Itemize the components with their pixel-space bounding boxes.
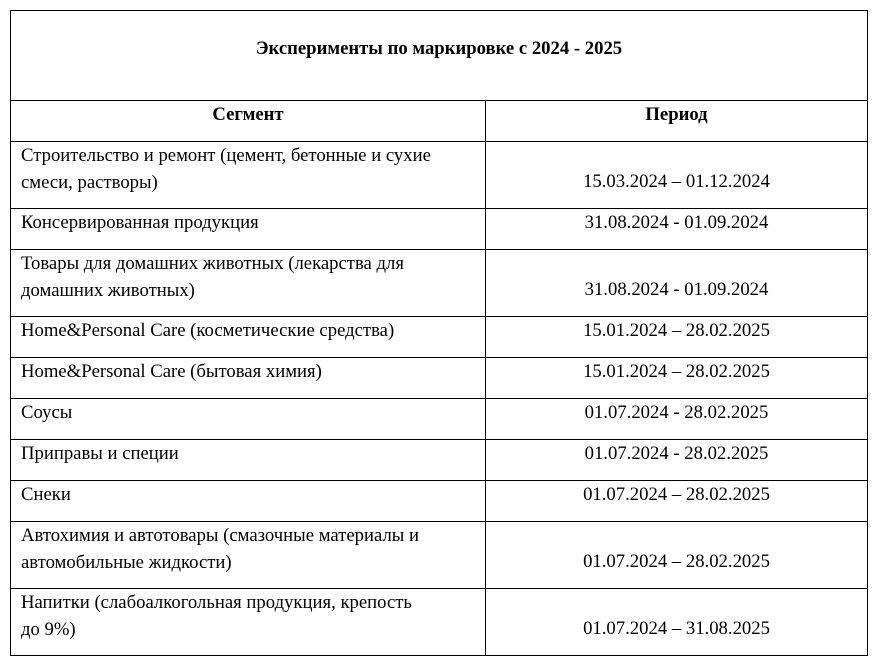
period-cell — [486, 317, 867, 357]
segment-cell — [11, 522, 486, 588]
period-cell — [486, 358, 867, 398]
period-text: 01.07.2024 - 28.02.2025 — [584, 402, 769, 423]
segment-text-line: Консервированная продукция — [21, 212, 259, 233]
table-row — [11, 316, 867, 357]
table-row — [11, 357, 867, 398]
table-row — [11, 208, 867, 249]
period-text: 01.07.2024 – 31.08.2025 — [583, 618, 770, 639]
header-segment: Сегмент — [11, 101, 486, 141]
period-cell — [486, 481, 867, 521]
period-text: 15.01.2024 – 28.02.2025 — [583, 361, 770, 382]
segment-text-line: Строительство и ремонт (цемент, бетонные и сухие — [21, 145, 431, 166]
segment-cell — [11, 317, 486, 357]
segment-text-line: Приправы и специи — [21, 443, 179, 464]
table-row — [11, 398, 867, 439]
period-cell — [486, 209, 867, 249]
segment-text-line: смеси, растворы) — [21, 172, 158, 193]
period-text: 01.07.2024 – 28.02.2025 — [583, 484, 770, 505]
period-cell — [486, 440, 867, 480]
period-text: 31.08.2024 - 01.09.2024 — [584, 212, 769, 233]
period-text: 15.01.2024 – 28.02.2025 — [583, 320, 770, 341]
period-text: 01.07.2024 - 28.02.2025 — [584, 443, 769, 464]
period-text: 31.08.2024 - 01.09.2024 — [584, 279, 769, 300]
table-row — [11, 521, 867, 588]
table-title-row — [11, 11, 867, 100]
segment-cell — [11, 440, 486, 480]
segment-cell — [11, 589, 486, 655]
segment-cell — [11, 142, 486, 208]
segment-text-line: Соусы — [21, 402, 73, 423]
period-cell — [486, 250, 867, 316]
period-cell — [486, 522, 867, 588]
period-cell — [486, 589, 867, 655]
table-header-row — [11, 100, 867, 141]
segment-text-line: Товары для домашних животных (лекарства для — [21, 253, 404, 274]
segment-text-line: до 9%) — [21, 619, 76, 640]
segment-text-line: Автохимия и автотовары (смазочные материалы и — [21, 525, 420, 546]
segment-cell — [11, 209, 486, 249]
segment-text-line: Home&Personal Care (бытовая химия) — [21, 361, 322, 382]
header-period: Период — [645, 104, 708, 125]
period-cell — [486, 399, 867, 439]
segment-text-line: Напитки (слабоалкогольная продукция, крепость — [21, 592, 412, 613]
table-row — [11, 141, 867, 208]
table-row — [11, 249, 867, 316]
segment-cell — [11, 399, 486, 439]
period-text: 01.07.2024 – 28.02.2025 — [583, 551, 770, 572]
experiments-table — [10, 10, 868, 656]
table-row — [11, 588, 867, 655]
segment-cell — [11, 250, 486, 316]
segment-text-line: Home&Personal Care (косметические средства) — [21, 320, 395, 341]
segment-cell — [11, 358, 486, 398]
table-body — [11, 141, 867, 655]
period-text: 15.03.2024 – 01.12.2024 — [583, 171, 770, 192]
segment-cell — [11, 481, 486, 521]
table-title: Эксперименты по маркировке с 2024 - 2025 — [255, 38, 623, 59]
table-row — [11, 439, 867, 480]
period-cell — [486, 142, 867, 208]
segment-text-line: домашних животных) — [21, 280, 195, 301]
table-row — [11, 480, 867, 521]
segment-text-line: Снеки — [21, 484, 71, 505]
segment-text-line: автомобильные жидкости) — [21, 552, 232, 573]
